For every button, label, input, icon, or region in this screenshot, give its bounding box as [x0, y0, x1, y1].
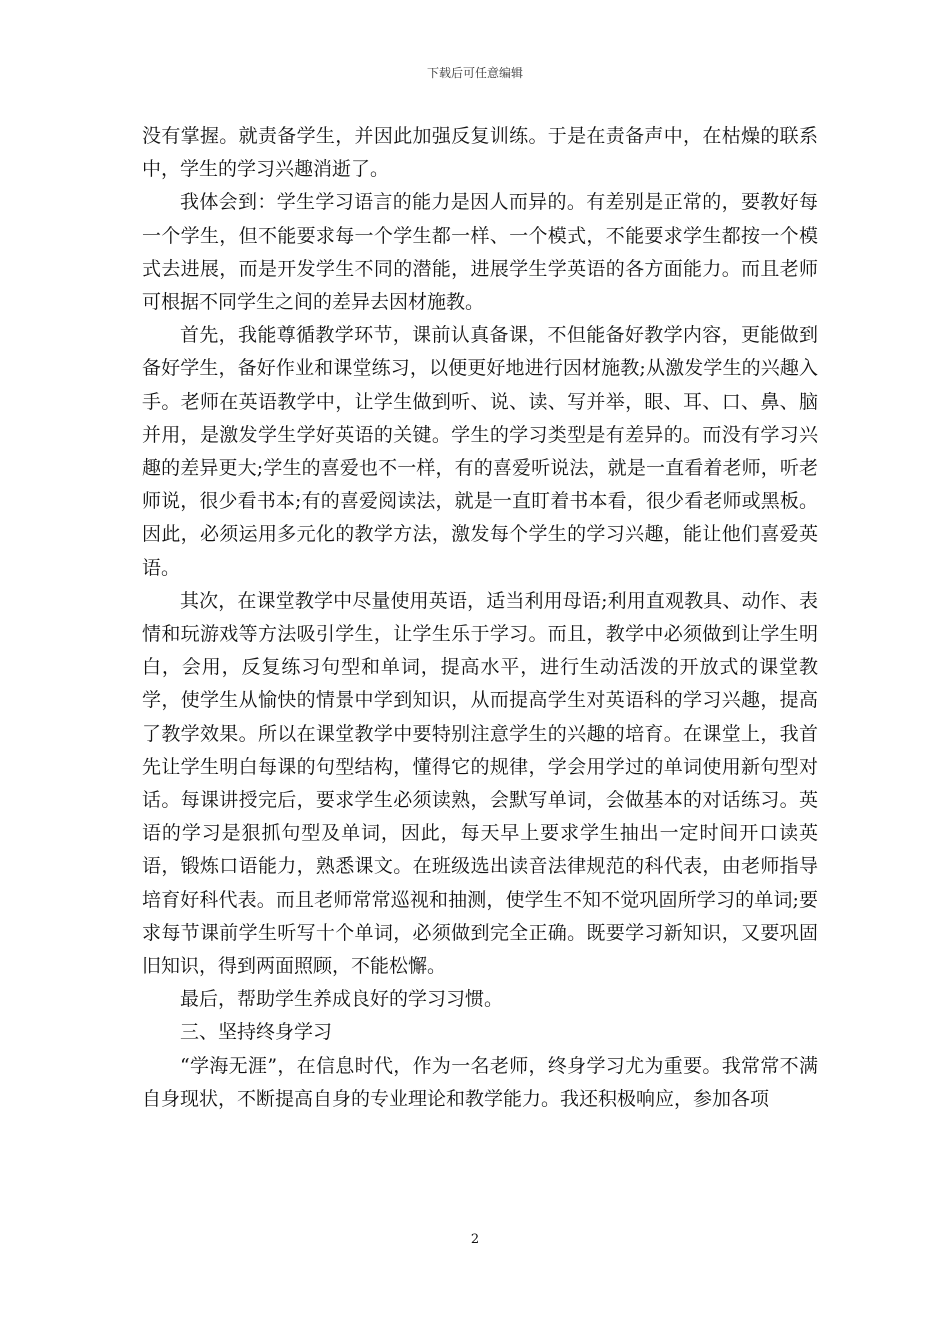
paragraph: 没有掌握。就责备学生，并因此加强反复训练。于是在责备声中，在枯燥的联系中，学生的学习兴趣消逝了。 — [142, 125, 818, 181]
paragraph: 首先，我能尊循教学环节，课前认真备课，不但能备好教学内容，更能做到备好学生，备好作业和课堂练习，以便更好地进行因材施教;从激发学生的兴趣入手。老师在英语教学中，让学生做到听、说、读、写并举，眼、耳、口、鼻、脑并用，是激发学生学好英语的关键。学生的学习类型是有差异的。而没有学习兴趣的差异更大;学生的喜爱也不一样，有的喜爱听说法，就是一直看着老师，听老师说，很少看书本;有的喜爱阅读法，就是一直盯着书本看，很少看老师或黑板。因此，必须运用多元化的教学方法，激发每个学生的学习兴趣，能让他们喜爱英语。 — [142, 324, 818, 579]
paragraph: 其次，在课堂教学中尽量使用英语，适当利用母语;利用直观教具、动作、表情和玩游戏等方法吸引学生，让学生乐于学习。而且，教学中必须做到让学生明白，会用，反复练习句型和单词，提高水平，进行生动活泼的开放式的课堂教学，使学生从愉快的情景中学到知识，从而提高学生对英语科的学习兴趣，提高了教学效果。所以在课堂教学中要特别注意学生的兴趣的培育。在课堂上，我首先让学生明白每课的句型结构，懂得它的规律，学会用学过的单词使用新句型对话。每课讲授完后，要求学生必须读熟，会默写单词，会做基本的对话练习。英语的学习是狠抓句型及单词，因此，每天早上要求学生抽出一定时间开口读英语，锻炼口语能力，熟悉课文。在班级选出读音法律规范的科代表，由老师指导培育好科代表。而且老师常常巡视和抽测，使学生不知不觉巩固所学习的单词;要求每节课前学生听写十个单词，必须做到完全正确。既要学习新知识，又要巩固旧知识，得到两面照顾，不能松懈。 — [142, 589, 818, 978]
page-number: 2 — [470, 1232, 480, 1247]
page-header: 下载后可任意编辑 — [426, 66, 523, 80]
paragraph: “学海无涯”，在信息时代，作为一名老师，终身学习尤为重要。我常常不满自身现状，不断提高自身的专业理论和教学能力。我还积极响应，参加各项 — [142, 1054, 818, 1110]
paragraph: 最后，帮助学生养成良好的学习习惯。 — [180, 988, 504, 1011]
document-body — [142, 120, 818, 1116]
section-heading: 三、坚持终身学习 — [180, 1021, 333, 1044]
paragraph: 我体会到：学生学习语言的能力是因人而异的。有差别是正常的，要教好每一个学生，但不能要求每一个学生都一样、一个模式，不能要求学生都按一个模式去进展，而是开发学生不同的潜能，进展学生学英语的各方面能力。而且老师可根据不同学生之间的差异去因材施教。 — [142, 191, 818, 314]
